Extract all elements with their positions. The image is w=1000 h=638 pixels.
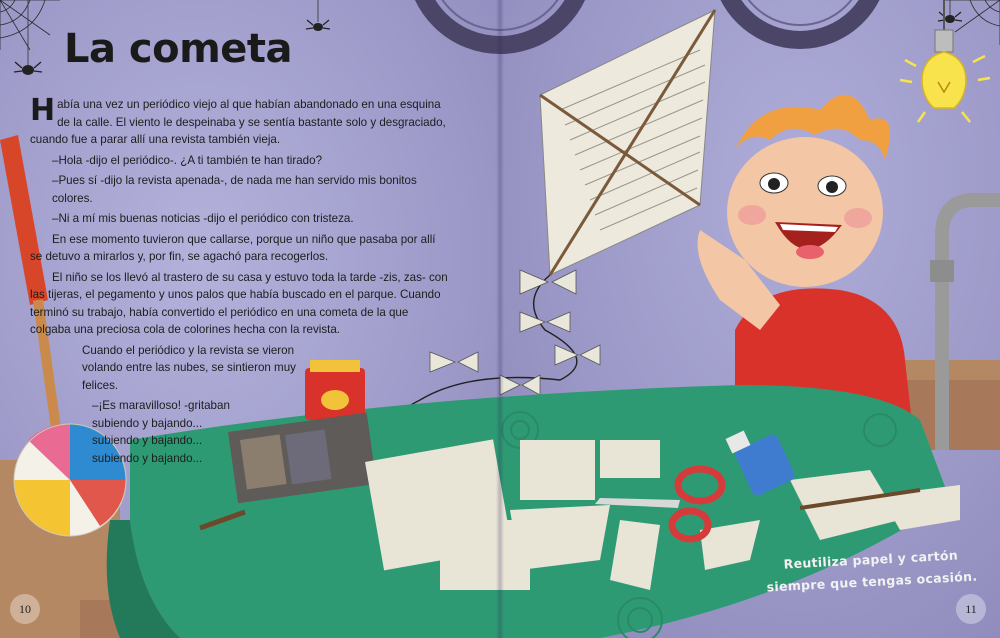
tip-line-1: Reutiliza papel y cartón: [783, 547, 959, 572]
recycling-tip: [765, 544, 978, 599]
story-paragraph-2: –Hola -dijo el periódico-. ¿A ti también te han tirado?: [52, 153, 323, 167]
story-paragraph-4: –Ni a mí mis buenas noticias -dijo el periódico con tristeza.: [52, 212, 354, 225]
story-paragraph-7: Cuando el periódico y la revista se vieron volando entre las nubes, se sintieron muy felices.: [82, 343, 296, 392]
story-text: [30, 93, 450, 470]
page-title: La cometa: [64, 26, 293, 72]
story-paragraph-6: El niño se los llevó al trastero de su casa y estuvo toda la tarde -zis, zas- con las tijeras, el pegamento y unos palos que había buscado en el parque. Cuando terminó su trabajo, había convertido el periódico en una cometa de la que colgaba una preciosa cola de colorines hecha con la revista.: [30, 270, 448, 336]
story-paragraph-8: –¡Es maravilloso! -gritaban subiendo y bajando... subiendo y bajando... subiendo y bajando...: [92, 399, 230, 465]
tip-line-2: siempre que tengas ocasión.: [766, 568, 978, 595]
page-number-right: 11: [956, 594, 986, 624]
drop-cap: H: [30, 93, 56, 128]
story-paragraph-5: En ese momento tuvieron que callarse, porque un niño que pasaba por allí se detuvo a mirarlos y, por fin, se agachó para recogerlos.: [30, 232, 436, 263]
story-paragraph-1: abía una vez un periódico viejo al que habían abandonado en una esquina de la calle. El viento le despeinaba y se sentía bastante solo y desgraciado, cuando fue a parar allí una revista también vieja.: [30, 98, 446, 146]
page-number-left: 10: [10, 594, 40, 624]
story-paragraph: [30, 93, 450, 149]
story-paragraph-3: –Pues sí -dijo la revista apenada-, de nada me han servido mis bonitos colores.: [52, 174, 417, 205]
